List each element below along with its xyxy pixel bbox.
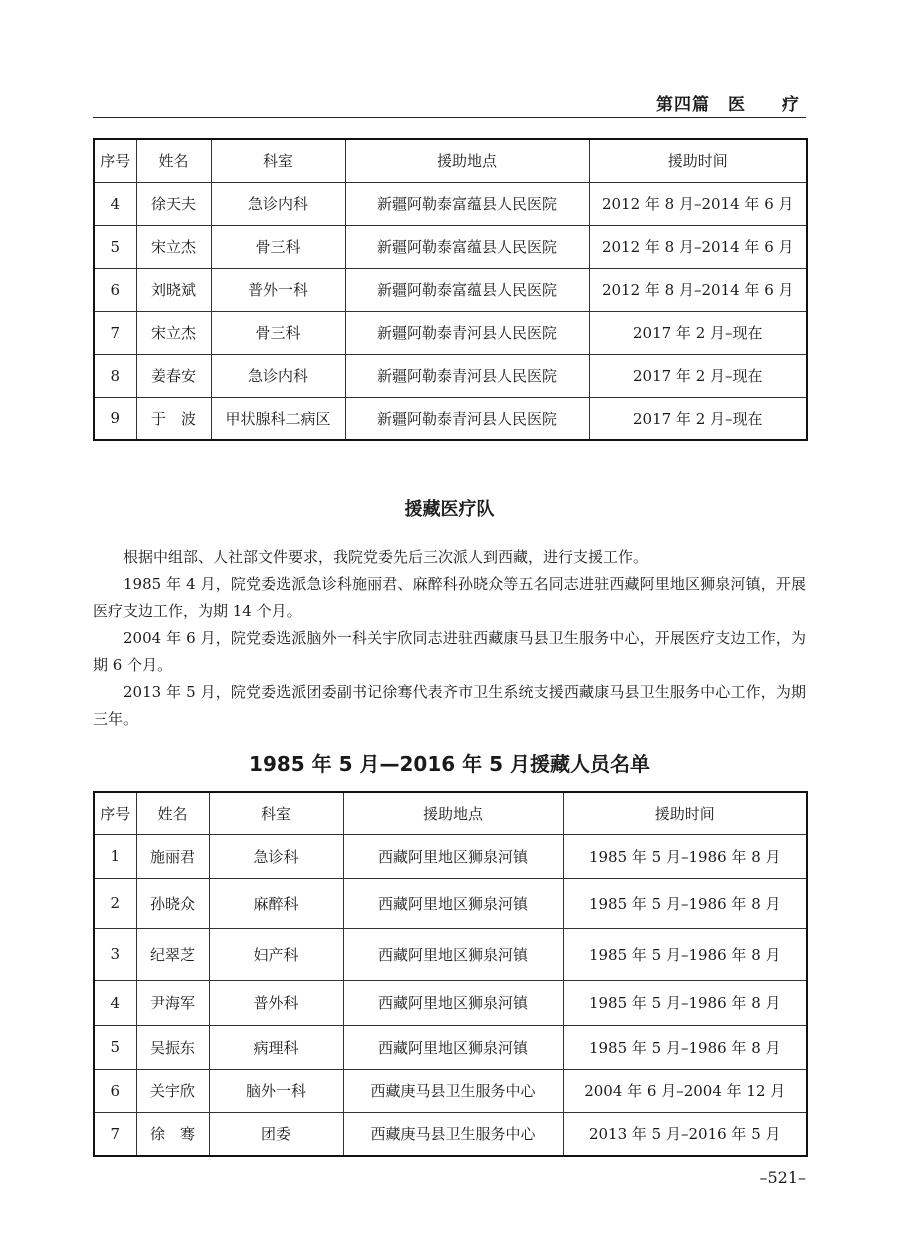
section-title: 援藏医疗队: [404, 499, 495, 520]
cell-department: 急诊科: [209, 834, 343, 878]
chapter-title: 第四篇 医 疗: [656, 95, 800, 115]
table-row: [94, 878, 807, 928]
cell-index: 9: [94, 397, 136, 440]
cell-location: 西藏阿里地区狮泉河镇: [343, 834, 563, 878]
cell-index: 5: [94, 225, 136, 268]
column-header: 序号: [94, 139, 136, 182]
table-row: [94, 980, 807, 1025]
cell-period: 2012 年 8 月–2014 年 6 月: [589, 182, 807, 225]
cell-department: 急诊内科: [211, 182, 345, 225]
cell-department: 普外一科: [211, 268, 345, 311]
table-row: [94, 182, 807, 225]
cell-period: 2013 年 5 月–2016 年 5 月: [563, 1112, 807, 1156]
cell-department: 急诊内科: [211, 354, 345, 397]
paragraph: 2013 年 5 月，院党委选派团委副书记徐骞代表齐市卫生系统支援西藏康马县卫生服务中心工作，为期三年。: [93, 683, 806, 728]
column-header: 科室: [209, 792, 343, 834]
column-header: 援助地点: [345, 139, 589, 182]
cell-name: 于 波: [136, 397, 211, 440]
cell-department: 普外科: [209, 980, 343, 1025]
cell-name: 孙晓众: [136, 878, 209, 928]
table-row: [94, 928, 807, 980]
table-row: [94, 311, 807, 354]
cell-location: 西藏阿里地区狮泉河镇: [343, 1025, 563, 1069]
table-row: [94, 397, 807, 440]
cell-name: 姜春安: [136, 354, 211, 397]
cell-index: 8: [94, 354, 136, 397]
cell-index: 4: [94, 980, 136, 1025]
table-row: [94, 1112, 807, 1156]
column-header: 援助时间: [589, 139, 807, 182]
cell-period: 2017 年 2 月–现在: [589, 354, 807, 397]
paragraph: 根据中组部、人社部文件要求，我院党委先后三次派人到西藏，进行支援工作。: [123, 548, 649, 566]
table-row: [94, 225, 807, 268]
paragraph: 1985 年 4 月，院党委选派急诊科施丽君、麻醉科孙晓众等五名同志进驻西藏阿里地区狮泉河镇，开展医疗支边工作，为期 14 个月。: [93, 575, 806, 620]
cell-index: 7: [94, 1112, 136, 1156]
page-number: –521–: [759, 1168, 806, 1187]
table-row: [94, 268, 807, 311]
table-row: [94, 834, 807, 878]
cell-index: 6: [94, 268, 136, 311]
cell-department: 团委: [209, 1112, 343, 1156]
cell-name: 宋立杰: [136, 225, 211, 268]
cell-name: 施丽君: [136, 834, 209, 878]
table-header-row: [94, 139, 807, 182]
paragraph: 2004 年 6 月，院党委选派脑外一科关宇欣同志进驻西藏康马县卫生服务中心，开展医疗支边工作，为期 6 个月。: [93, 629, 806, 674]
cell-location: 西藏阿里地区狮泉河镇: [343, 928, 563, 980]
cell-index: 1: [94, 834, 136, 878]
cell-department: 骨三科: [211, 225, 345, 268]
cell-location: 西藏庚马县卫生服务中心: [343, 1069, 563, 1112]
cell-location: 新疆阿勒泰富蕴县人民医院: [345, 225, 589, 268]
cell-name: 徐天夫: [136, 182, 211, 225]
cell-period: 1985 年 5 月–1986 年 8 月: [563, 1025, 807, 1069]
cell-index: 7: [94, 311, 136, 354]
column-header: 援助地点: [343, 792, 563, 834]
cell-department: 脑外一科: [209, 1069, 343, 1112]
cell-location: 新疆阿勒泰富蕴县人民医院: [345, 182, 589, 225]
cell-index: 6: [94, 1069, 136, 1112]
cell-department: 妇产科: [209, 928, 343, 980]
cell-location: 西藏阿里地区狮泉河镇: [343, 980, 563, 1025]
cell-department: 甲状腺科二病区: [211, 397, 345, 440]
cell-period: 2012 年 8 月–2014 年 6 月: [589, 225, 807, 268]
cell-index: 4: [94, 182, 136, 225]
cell-index: 5: [94, 1025, 136, 1069]
page-header: [93, 90, 806, 114]
cell-index: 3: [94, 928, 136, 980]
cell-department: 骨三科: [211, 311, 345, 354]
cell-period: 2004 年 6 月–2004 年 12 月: [563, 1069, 807, 1112]
column-header: 姓名: [136, 139, 211, 182]
table-header-row: [94, 792, 807, 834]
column-header: 科室: [211, 139, 345, 182]
cell-location: 新疆阿勒泰青河县人民医院: [345, 354, 589, 397]
cell-department: 麻醉科: [209, 878, 343, 928]
aid-tibet-table: [93, 791, 808, 1157]
column-header: 序号: [94, 792, 136, 834]
cell-period: 2012 年 8 月–2014 年 6 月: [589, 268, 807, 311]
cell-period: 2017 年 2 月–现在: [589, 397, 807, 440]
cell-period: 1985 年 5 月–1986 年 8 月: [563, 980, 807, 1025]
cell-name: 关宇欣: [136, 1069, 209, 1112]
cell-name: 纪翠芝: [136, 928, 209, 980]
cell-period: 1985 年 5 月–1986 年 8 月: [563, 834, 807, 878]
cell-period: 2017 年 2 月–现在: [589, 311, 807, 354]
cell-period: 1985 年 5 月–1986 年 8 月: [563, 928, 807, 980]
header-rule: [93, 117, 806, 118]
cell-department: 病理科: [209, 1025, 343, 1069]
cell-name: 徐 骞: [136, 1112, 209, 1156]
cell-location: 西藏阿里地区狮泉河镇: [343, 878, 563, 928]
cell-name: 吴振东: [136, 1025, 209, 1069]
table-row: [94, 354, 807, 397]
table-row: [94, 1069, 807, 1112]
cell-period: 1985 年 5 月–1986 年 8 月: [563, 878, 807, 928]
column-header: 援助时间: [563, 792, 807, 834]
column-header: 姓名: [136, 792, 209, 834]
cell-index: 2: [94, 878, 136, 928]
cell-name: 尹海军: [136, 980, 209, 1025]
aid-xinjiang-table: [93, 138, 808, 441]
table-row: [94, 1025, 807, 1069]
cell-location: 新疆阿勒泰青河县人民医院: [345, 397, 589, 440]
cell-location: 新疆阿勒泰青河县人民医院: [345, 311, 589, 354]
cell-name: 宋立杰: [136, 311, 211, 354]
cell-name: 刘晓斌: [136, 268, 211, 311]
cell-location: 新疆阿勒泰富蕴县人民医院: [345, 268, 589, 311]
table-title: 1985 年 5 月—2016 年 5 月援藏人员名单: [249, 752, 650, 776]
body-text: [93, 544, 806, 733]
cell-location: 西藏庚马县卫生服务中心: [343, 1112, 563, 1156]
